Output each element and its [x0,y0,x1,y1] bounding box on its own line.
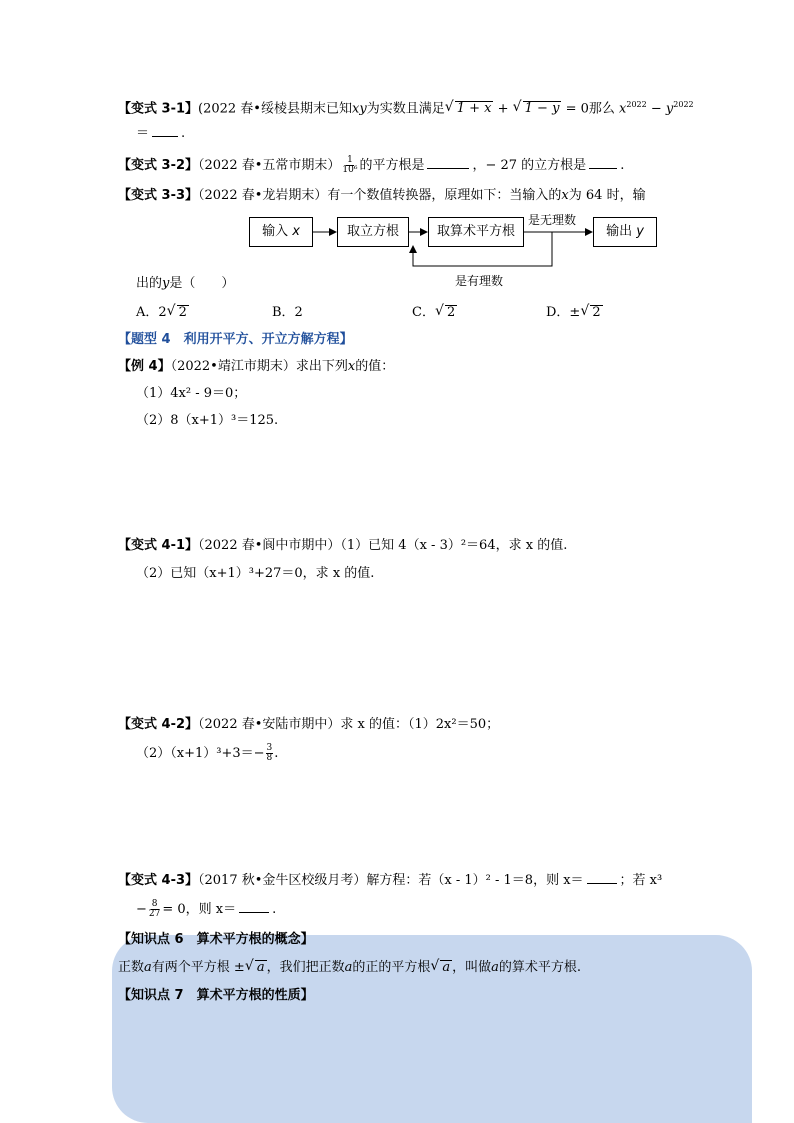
text: 有一个数值转换器，原理如下：当输入的 [327,188,562,203]
arrow-loop-back [413,232,552,266]
problem-source: （2022•靖江市期末） [170,359,296,374]
text: 出的 [136,276,163,291]
text: ＝ [136,126,150,141]
var: a [491,960,499,975]
exponent: 2022 [673,100,694,109]
var: a [144,960,152,975]
text: 正数 [118,960,145,975]
option-a[interactable] [136,304,189,322]
radicand: a [256,960,265,975]
text: 的值： [355,359,395,374]
option-c[interactable] [412,304,457,322]
text: （1）已知 4（x - 3）²＝64，求 x 的值. [340,538,568,553]
text: . [181,126,186,141]
example-4-item-1: （1）4x² - 9＝0； [136,386,247,401]
text: . [272,902,277,917]
text: 为 64 时，输 [568,188,646,203]
problem-4-3-line2 [136,900,276,919]
text: − [136,902,147,917]
flow-arrows [0,0,794,300]
problem-3-3-line2 [136,275,234,293]
answer-blank[interactable] [587,871,617,884]
denominator: 8 [266,753,273,763]
answer-blank[interactable] [239,900,269,913]
sqrt-expr [245,959,267,977]
var: a [344,960,353,975]
var: xy [352,101,367,117]
text: ；若 x³ [619,873,663,888]
problem-tag: 【变式 3-1】 [118,101,199,117]
flow-label-rational: 是有理数 [455,274,504,288]
text: 是（ ） [169,276,235,291]
text: 为实数且满足 [366,101,445,117]
radicand: 2 [178,305,187,320]
radicand: 1 − y [524,101,560,117]
text: （2）（x+1）³+3＝− [136,746,265,761]
problem-tag: 【变式 3-2】 [118,158,199,173]
flow-label: 取算术平方根 [436,224,515,239]
radicand: 2 [446,305,456,320]
text: = 0，则 x＝ [162,902,237,917]
op: − [650,101,662,117]
problem-source: （2022 春•阆中市期中） [198,538,341,553]
problem-4-2-line1 [118,716,499,734]
text: 有两个平方根 ± [151,960,245,975]
problem-source: (2022 春•绥棱县期末 [198,101,326,117]
text: = 0那么 [565,101,615,117]
knowledge-point-7-title: 【知识点 7 算术平方根的性质】 [118,988,314,1003]
option-label: B．2 [272,305,303,320]
text: 的正的平方根 [352,960,431,975]
problem-4-1-line2: （2）已知（x+1）³+27＝0，求 x 的值. [136,566,375,581]
numerator: 1 [347,155,353,165]
flow-label: 取立方根 [346,224,399,239]
text: ，− 27 的立方根是 [472,158,587,173]
topic-4-heading: 【题型 4 利用开平方、开立方解方程】 [118,332,353,347]
radicand: 1 + x [456,101,492,117]
problem-source: （2022 春•龙岩期末） [198,188,328,203]
radicand: a [442,960,451,975]
text: 求 x 的值：（1）2x²＝50； [340,717,500,732]
problem-tag: 【变式 3-3】 [118,188,199,203]
sqrt-expr [580,304,602,322]
exponent: 2022 [626,100,647,109]
var: y [636,224,644,239]
knowledge-point-6-body [118,959,581,977]
problem-source: （2017 秋•金牛区校级月考） [198,873,367,888]
text: 已知 [325,101,352,117]
sqrt-expr [430,959,452,977]
text: ，叫做 [452,960,492,975]
knowledge-point-6-title: 【知识点 6 算术平方根的概念】 [118,932,314,947]
problem-tag: 【变式 4-2】 [118,717,199,732]
var: y [665,101,674,117]
numerator: 3 [266,743,273,753]
option-label: D．± [546,305,581,320]
sqrt-expr [435,304,457,322]
example-4 [118,358,394,376]
text: 的算术平方根. [498,960,582,975]
option-b[interactable] [272,304,303,322]
option-d[interactable] [546,304,603,322]
text: 的平方根是 [359,158,425,173]
radicand: 2 [592,305,601,320]
text: 求出下列 [295,359,348,374]
option-label: A．2 [136,305,167,320]
problem-tag: 【变式 4-1】 [118,538,199,553]
problem-tag: 【例 4】 [118,359,171,374]
sqrt-expr [167,304,189,322]
var: y [162,276,170,291]
problem-source: （2022 春•五常市期末） [198,158,341,173]
example-4-item-2: （2）8（x+1）³＝125. [136,413,279,428]
op: + [497,101,509,117]
flow-label: 输入 [262,224,289,239]
flow-label-irrational: 是无理数 [528,213,577,227]
problem-4-2-line2 [136,744,278,763]
option-label: C． [412,305,435,320]
text: 解方程：若（x - 1）² - 1＝8，则 x＝ [366,873,584,888]
problem-source: （2022 春•安陆市期中） [198,717,341,732]
text: ，我们把正数 [266,960,345,975]
var: x [619,101,627,117]
var: x [561,188,569,203]
problem-4-1-line1 [118,537,567,555]
text: . [620,158,625,173]
denominator: 10⁶ [342,165,358,175]
numerator: 8 [151,899,158,909]
problem-4-3-line1 [118,871,662,890]
denominator: 27 [148,909,161,919]
text: . [274,746,279,761]
fraction [266,744,274,763]
problem-tag: 【变式 4-3】 [118,873,199,888]
var: x [347,359,356,374]
var: x [292,224,300,239]
flow-label: 输出 [606,224,633,239]
fraction [148,900,161,919]
